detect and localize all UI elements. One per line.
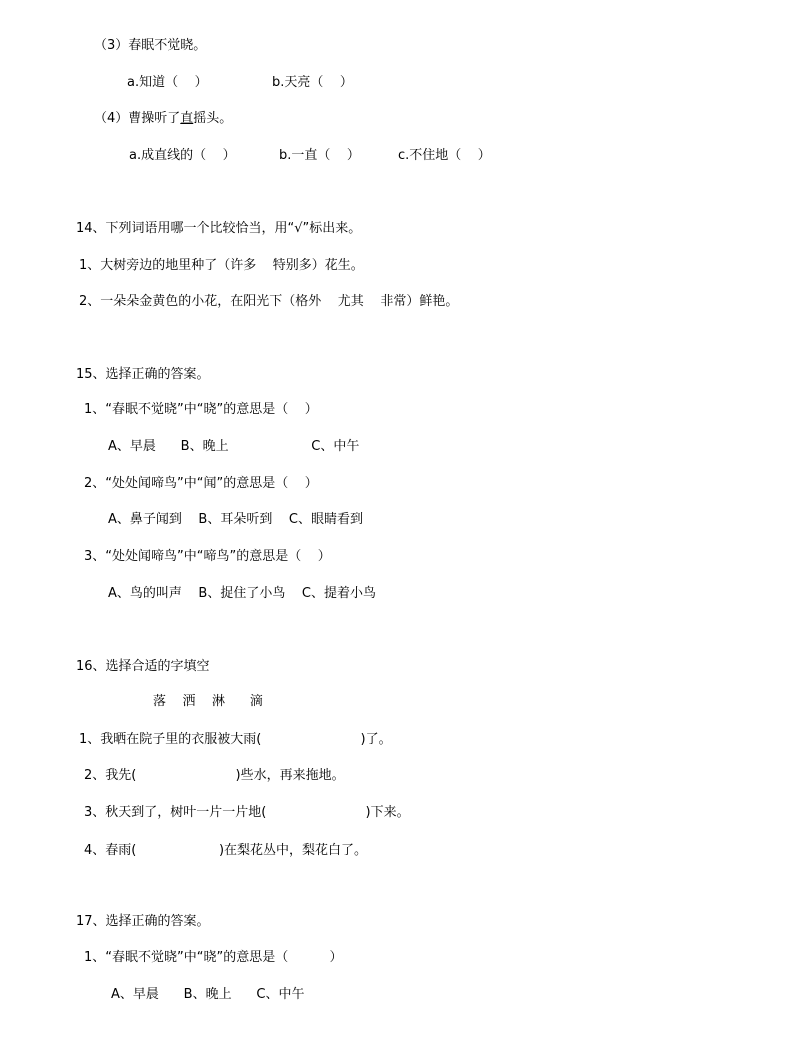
q13-item4-option-a: a.成直线的（ ） xyxy=(129,148,236,163)
q14-sentence-2: 2、一朵朵金黄色的小花，在阳光下（格外 尤其 非常）鲜艳。 xyxy=(79,294,459,309)
q15-question-2: 2、“处处闻啼鸟”中“闻”的意思是（ ） xyxy=(84,476,318,491)
q14-sentence-1: 1、大树旁边的地里种了（许多 特别多）花生。 xyxy=(79,258,364,273)
underlined-word: 直 xyxy=(180,111,194,126)
q15-question-2-options: A、鼻子闻到 B、耳朵听到 C、眼睛看到 xyxy=(108,512,363,527)
q17-question-1: 1、“春眠不觉晓”中“晓”的意思是（ ） xyxy=(84,950,343,965)
q16-sentence-1: 1、我晒在院子里的衣服被大雨( )了。 xyxy=(79,732,392,747)
q15-question-1: 1、“春眠不觉晓”中“晓”的意思是（ ） xyxy=(84,402,318,417)
q13-item3-option-a: a.知道（ ） xyxy=(127,75,208,90)
q13-item3-option-b: b.天亮（ ） xyxy=(272,75,353,90)
q13-item4-option-c: c.不住地（ ） xyxy=(398,148,491,163)
q16-title: 16、选择合适的字填空 xyxy=(76,659,210,674)
q17-title: 17、选择正确的答案。 xyxy=(76,914,210,929)
q16-sentence-4: 4、春雨( )在梨花丛中，梨花白了。 xyxy=(84,843,368,858)
q15-title: 15、选择正确的答案。 xyxy=(76,367,210,382)
q13-item4-label: （4）曹操听了直摇头。 xyxy=(94,111,233,126)
q15-question-1-options: A、早晨 B、晚上 C、中午 xyxy=(108,439,360,454)
q13-item4-option-b: b.一直（ ） xyxy=(279,148,360,163)
q16-sentence-3: 3、秋天到了，树叶一片一片地( )下来。 xyxy=(84,805,410,820)
q16-sentence-2: 2、我先( )些水，再来拖地。 xyxy=(84,768,345,783)
q14-title: 14、下列词语用哪一个比较恰当，用“√”标出来。 xyxy=(76,221,362,236)
q15-question-3-options: A、鸟的叫声 B、捉住了小鸟 C、提着小鸟 xyxy=(108,586,376,601)
q17-question-1-options: A、早晨 B、晚上 C、中午 xyxy=(111,987,305,1002)
q13-item3-label: （3）春眠不觉晓。 xyxy=(94,38,207,53)
q16-word-choices: 落 洒 淋 滴 xyxy=(153,694,263,709)
q15-question-3: 3、“处处闻啼鸟”中“啼鸟”的意思是（ ） xyxy=(84,549,331,564)
